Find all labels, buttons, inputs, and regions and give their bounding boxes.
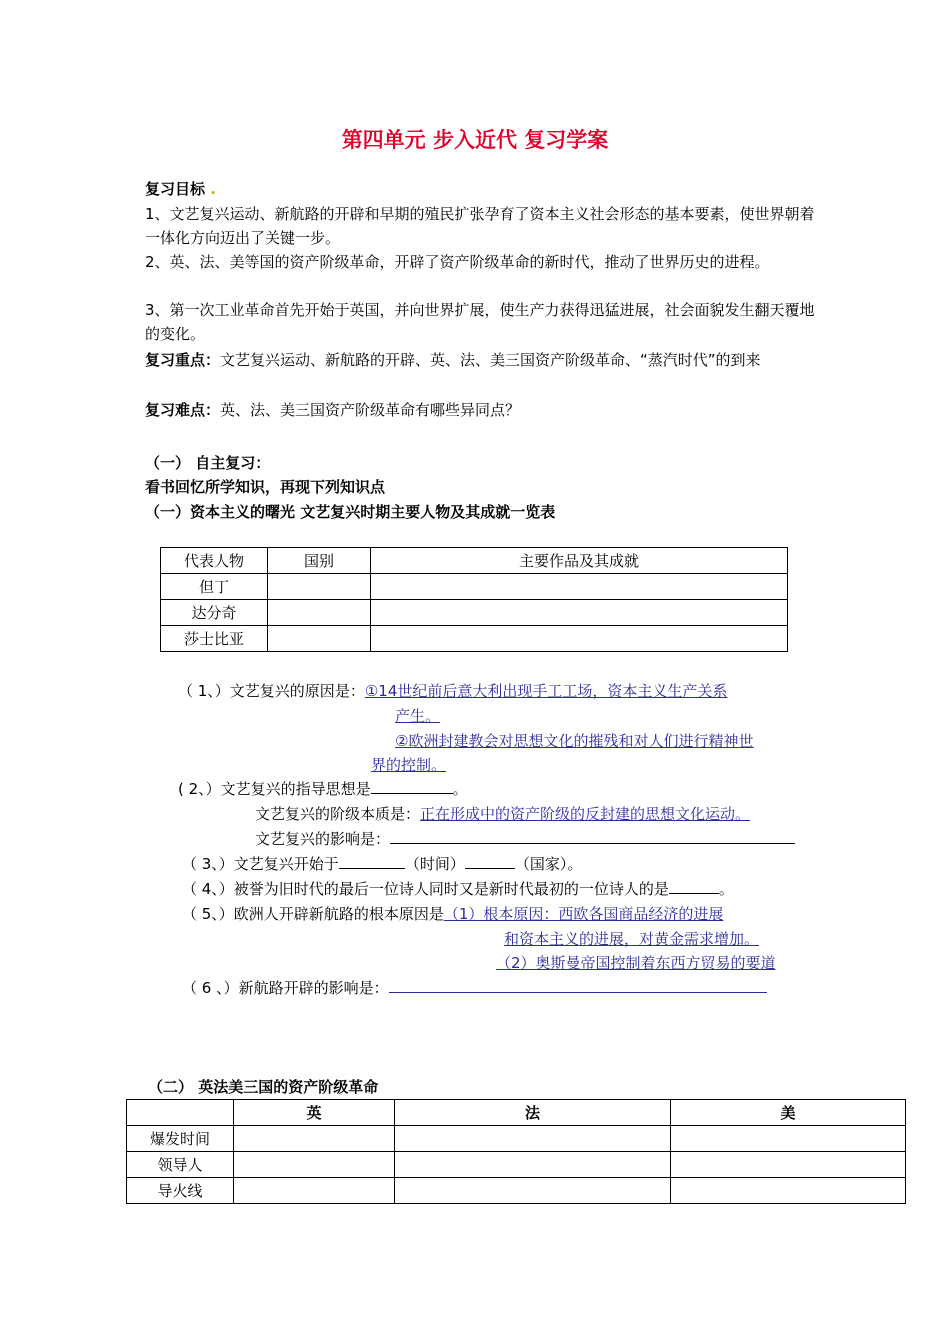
q2-class-nature: 文艺复兴的阶级本质是：正在形成中的资产阶级的反封建的思想文化运动。 [255,805,751,823]
row-label: 导火线 [127,1178,234,1204]
row-label: 莎士比亚 [161,626,268,652]
table-cell[interactable] [671,1152,906,1178]
table-cell[interactable] [234,1126,395,1152]
question-6: （ 6 、）新航路开辟的影响是： [182,977,767,998]
table-cell[interactable] [268,600,371,626]
country-blank[interactable] [465,854,515,869]
q2-impact: 文艺复兴的影响是： [255,828,795,849]
time-blank[interactable] [339,854,405,869]
question-3: （ 3、）文艺复兴开始于 （时间） （国家）。 [182,855,583,873]
answer-blank[interactable] [390,829,795,844]
table-cell[interactable] [395,1178,671,1204]
q1-answer-line3: ②欧洲封建教会对思想文化的摧残和对人们进行精神世 [395,732,754,750]
header-england: 英 [234,1100,395,1126]
row-label: 爆发时间 [127,1126,234,1152]
page-title: 第四单元 步入近代 复习学案 [341,128,609,152]
q5-answer-line3: （2）奥斯曼帝国控制着东西方贸易的要道 [496,954,776,972]
goal-3: 3、第一次工业革命首先开始于英国，并向世界扩展，使生产力获得迅猛进展，社会面貌发生翻天覆地的变化。 [145,301,815,343]
section1-heading: （一） 自主复习： [145,454,271,472]
question-2: ( 2、）文艺复兴的指导思想是 。 [178,780,468,798]
row-label: 但丁 [161,574,268,600]
table-cell[interactable] [395,1126,671,1152]
table-cell[interactable] [671,1126,906,1152]
goal-1: 1、文艺复兴运动、新航路的开辟和早期的殖民扩张孕育了资本主义社会形态的基本要素，使世界朝着一体化方向迈出了关键一步。 [145,205,815,247]
row-label: 领导人 [127,1152,234,1178]
section1-subheading: （一）资本主义的曙光 文艺复兴时期主要人物及其成就一览表 [145,503,556,521]
q1-answer-line4: 界的控制。 [371,756,447,774]
section1-instruction: 看书回忆所学知识，再现下列知识点 [145,478,386,496]
header-france: 法 [395,1100,671,1126]
goal-2: 2、英、法、美等国的资产阶级革命，开辟了资产阶级革命的新时代，推动了世界历史的进程。 [145,253,770,271]
renaissance-table [160,547,788,652]
table-row [161,574,788,600]
table-cell[interactable] [371,600,788,626]
question-5: （ 5、）欧洲人开辟新航路的根本原因是（1）根本原因：西欧各国商品经济的进展 [182,905,724,923]
row-label: 达分奇 [161,600,268,626]
q1-answer-line2: 产生。 [395,707,441,725]
table-cell[interactable] [371,626,788,652]
table-cell[interactable] [671,1178,906,1204]
difficulties: 复习难点：英、法、美三国资产阶级革命有哪些异同点？ [145,401,521,419]
goals-heading: 复习目标 . [145,180,216,198]
table-row [127,1126,906,1152]
table-cell[interactable] [395,1152,671,1178]
table-row [127,1178,906,1204]
header-country: 国别 [268,548,371,574]
table-cell[interactable] [268,626,371,652]
table-cell[interactable] [268,574,371,600]
answer-blank[interactable] [669,879,719,894]
table-cell[interactable] [234,1152,395,1178]
header-works: 主要作品及其成就 [371,548,788,574]
header-figure: 代表人物 [161,548,268,574]
section2-heading: （二） 英法美三国的资产阶级革命 [148,1078,379,1096]
key-points: 复习重点：文艺复兴运动、新航路的开辟、英、法、美三国资产阶级革命、“蒸汽时代”的到来 [145,351,761,369]
table-header-row [161,548,788,574]
answer-blank[interactable] [371,779,453,794]
table-cell[interactable] [234,1178,395,1204]
table-row [161,626,788,652]
question-1: （ 1、）文艺复兴的原因是：①14世纪前后意大利出现手工工场，资本主义生产关系 [178,682,728,700]
question-4: （ 4、）被誉为旧时代的最后一位诗人同时又是新时代最初的一位诗人的是 。 [182,880,734,898]
table-header-row [127,1100,906,1126]
header-usa: 美 [671,1100,906,1126]
table-row [127,1152,906,1178]
revolution-table [126,1099,906,1204]
header-empty [127,1100,234,1126]
answer-blank[interactable] [389,978,767,993]
table-cell[interactable] [371,574,788,600]
table-row [161,600,788,626]
q5-answer-line2: 和资本主义的进展，对黄金需求增加。 [504,930,760,948]
